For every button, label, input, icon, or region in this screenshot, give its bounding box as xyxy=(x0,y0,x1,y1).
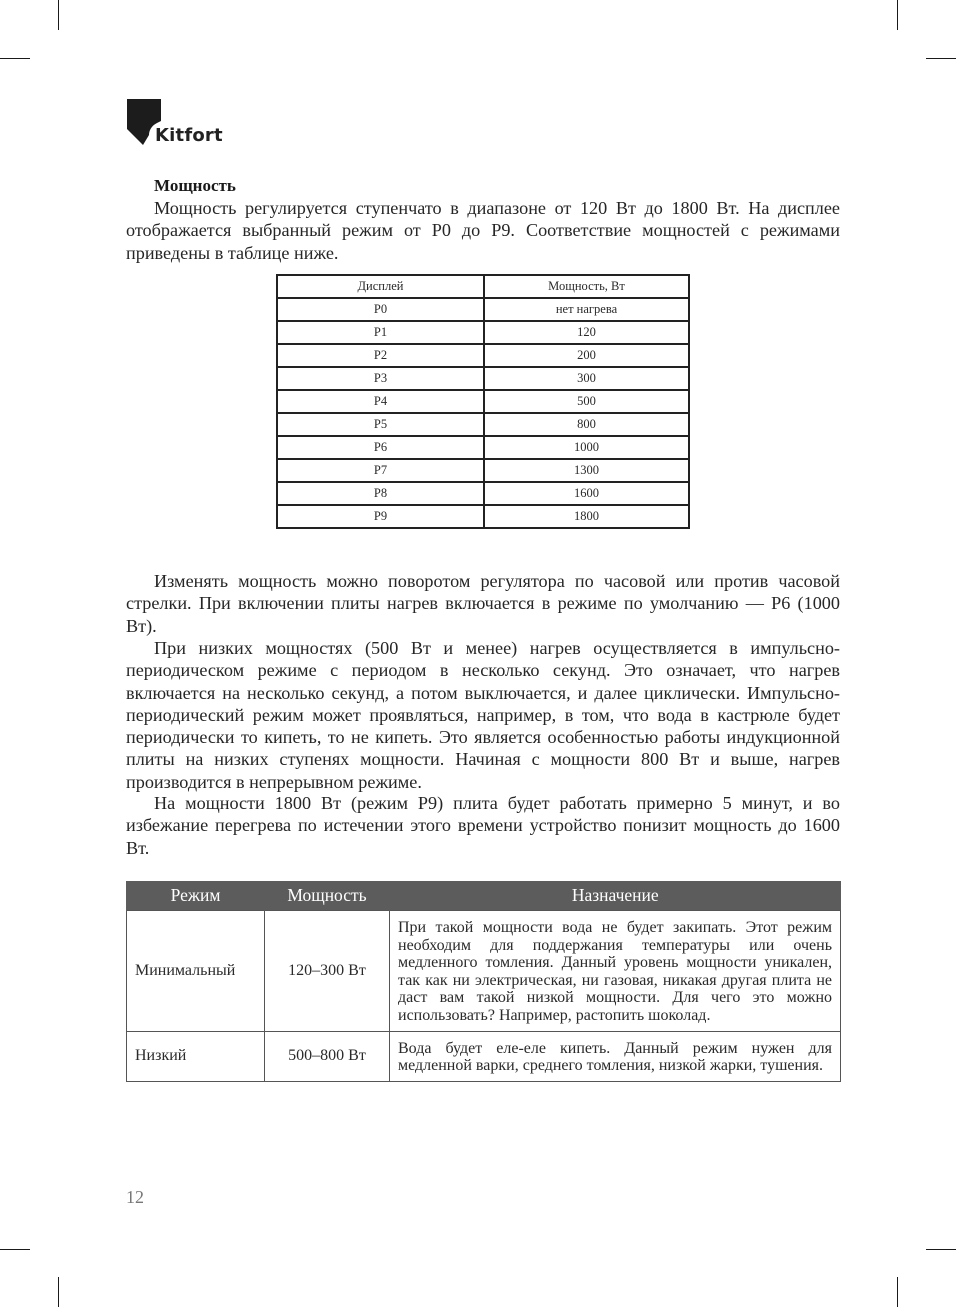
power-cell: 300 xyxy=(484,367,689,390)
body-paragraph xyxy=(126,792,840,859)
table-row xyxy=(127,911,841,1032)
table-header-row xyxy=(277,275,689,298)
power-cell: 1000 xyxy=(484,436,689,459)
header-cell: Назначение xyxy=(390,881,841,911)
power-cell: 200 xyxy=(484,344,689,367)
purpose-cell: При такой мощности вода не будет закипать. Этот режим необходим для поддержания температуры или очень медленного томления. Данный уровень мощности уникален, так как ни электрическая, ни газовая, никакая другая плита не даст вам такой низкой мощности. Для чего это можно использовать? Например, растопить шоколад. xyxy=(390,911,841,1032)
crop-mark xyxy=(897,1277,898,1307)
display-cell: P2 xyxy=(277,344,484,367)
table-row xyxy=(277,344,689,367)
power-cell: 1800 xyxy=(484,505,689,528)
table-row xyxy=(277,298,689,321)
display-cell: P9 xyxy=(277,505,484,528)
crop-mark xyxy=(0,58,30,59)
paragraph-text: На мощности 1800 Вт (режим P9) плита будет работать примерно 5 минут, и во избежание перегрева по истечении этого времени устройство понизит мощность до 1600 Вт. xyxy=(126,793,840,858)
crop-mark xyxy=(0,1249,30,1250)
body-paragraph xyxy=(126,570,840,637)
display-cell: P6 xyxy=(277,436,484,459)
mode-cell: Минимальный xyxy=(127,911,265,1032)
display-cell: P1 xyxy=(277,321,484,344)
display-cell: P3 xyxy=(277,367,484,390)
power-cell: 800 xyxy=(484,413,689,436)
table-row xyxy=(277,436,689,459)
crop-mark xyxy=(58,0,59,30)
display-cell: P5 xyxy=(277,413,484,436)
page-number: 12 xyxy=(126,1187,144,1207)
paragraph-text: Изменять мощность можно поворотом регулятора по часовой или против часовой стрелки. При включении плиты нагрев включается в режиме по умолчанию — P6 (1000 Вт). xyxy=(126,571,840,636)
crop-mark xyxy=(926,58,956,59)
power-cell: 120 xyxy=(484,321,689,344)
mode-table xyxy=(126,881,841,1082)
power-cell: 500 xyxy=(484,390,689,413)
body-paragraph xyxy=(126,637,840,793)
display-cell: P7 xyxy=(277,459,484,482)
section-title: Мощность xyxy=(154,176,236,195)
display-cell: P0 xyxy=(277,298,484,321)
table-row xyxy=(277,321,689,344)
table-row xyxy=(277,367,689,390)
mode-cell: Низкий xyxy=(127,1031,265,1081)
brand-logo-text: Kitfort xyxy=(155,125,223,146)
power-cell: 1600 xyxy=(484,482,689,505)
table-row xyxy=(277,482,689,505)
crop-mark xyxy=(926,1249,956,1250)
purpose-cell: Вода будет еле-еле кипеть. Данный режим нужен для медленной варки, среднего томления, низкой жарки, тушения. xyxy=(390,1031,841,1081)
power-cell: 1300 xyxy=(484,459,689,482)
display-cell: P8 xyxy=(277,482,484,505)
header-cell: Дисплей xyxy=(277,275,484,298)
display-cell: P4 xyxy=(277,390,484,413)
power-level-table xyxy=(276,274,690,529)
crop-mark xyxy=(897,0,898,30)
intro-text: Мощность регулируется ступенчато в диапазоне от 120 Вт до 1800 Вт. На дисплее отображается выбранный режим от P0 до P9. Соответствие мощностей с режимами приведены в таблице ниже. xyxy=(126,198,840,263)
table-row xyxy=(277,505,689,528)
intro-paragraph xyxy=(126,197,840,264)
table-row xyxy=(277,459,689,482)
power-range-cell: 120–300 Вт xyxy=(265,911,390,1032)
header-cell: Режим xyxy=(127,881,265,911)
table-row xyxy=(127,1031,841,1081)
power-cell: нет нагрева xyxy=(484,298,689,321)
table-header-row xyxy=(127,881,841,911)
table-row xyxy=(277,413,689,436)
crop-mark xyxy=(58,1277,59,1307)
header-cell: Мощность xyxy=(265,881,390,911)
paragraph-text: При низких мощностях (500 Вт и менее) нагрев осуществляется в импульсно-периодическом режиме с периодом в несколько секунд. Это означает, что нагрев включается на несколько секунд, а потом выключается, и далее циклически. Импульсно-периодический режим может проявляться, например, в том, что вода в кастрюле будет периодически то кипеть, то не кипеть. Это является особенностью работы индукционной плиты на низких ступенях мощности. Начиная с мощности 800 Вт и выше, нагрев производится в непрерывном режиме. xyxy=(126,638,840,792)
header-cell: Мощность, Вт xyxy=(484,275,689,298)
power-range-cell: 500–800 Вт xyxy=(265,1031,390,1081)
table-row xyxy=(277,390,689,413)
